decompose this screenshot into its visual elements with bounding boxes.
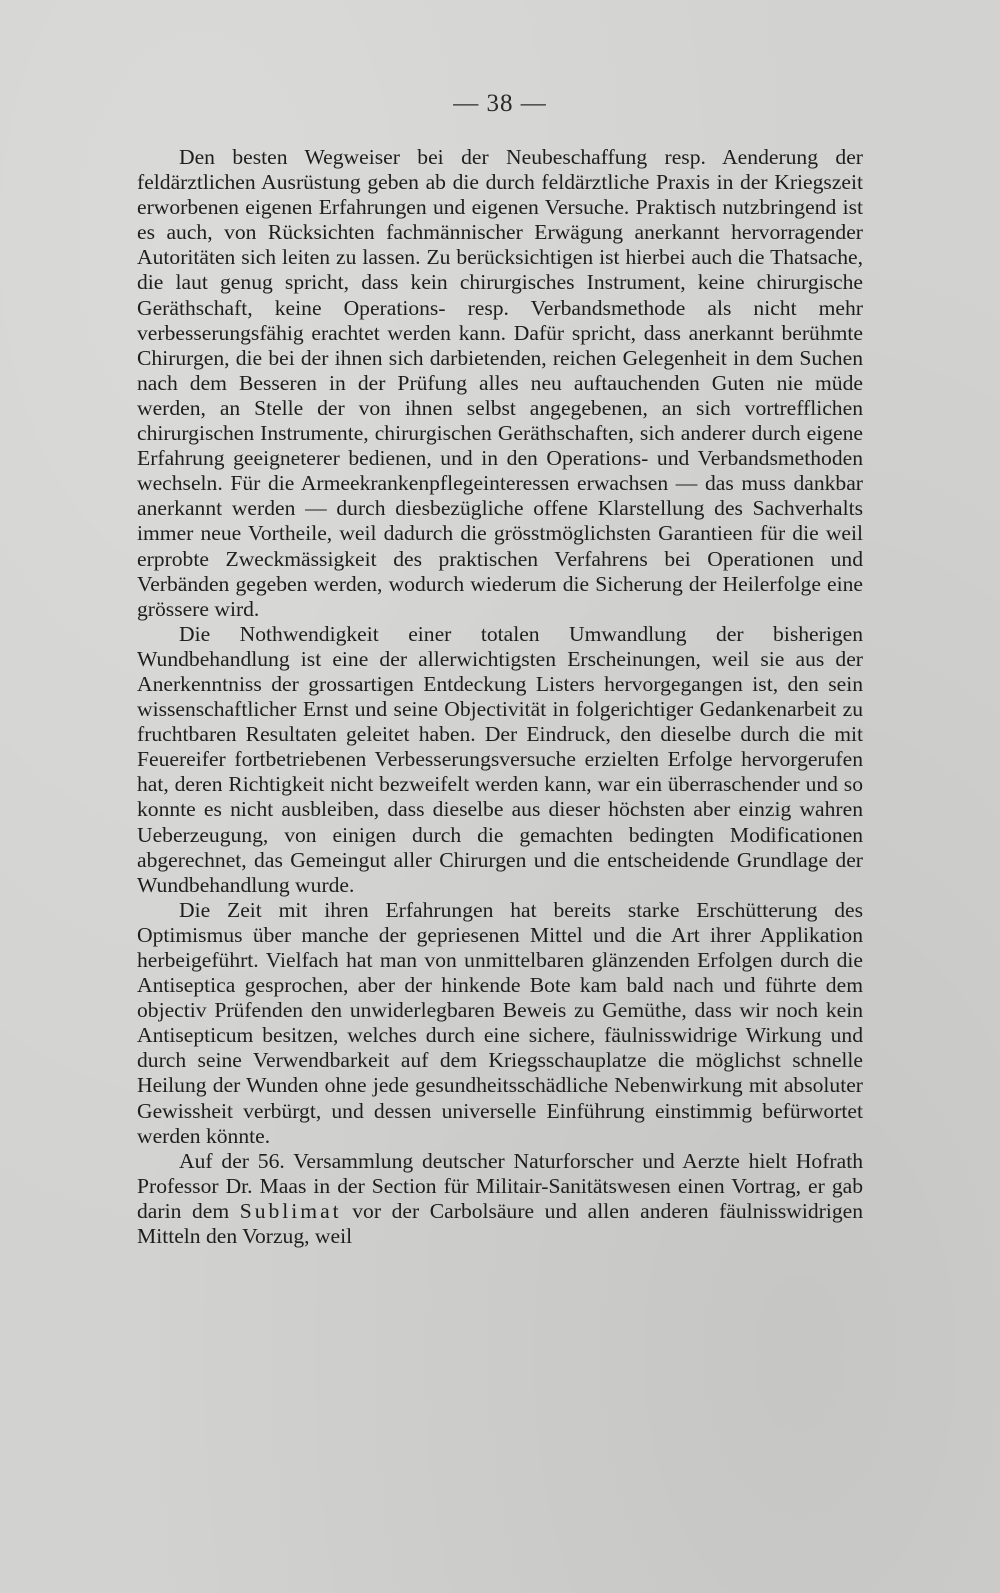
paragraph-3: Die Zeit mit ihren Erfahrungen hat bereits starke Erschütterung des Optimismus über manche der gepriesenen Mittel und die Art ihrer Applikation herbeigeführt. Vielfach hat man von unmittelbaren glänzenden Erfolgen durch die Antiseptica gesprochen, aber der hinkende Bote kam bald nach und führte dem objectiv Prüfenden den unwiderlegbaren Beweis zu Gemüthe, dass wir noch kein Antisepticum besitzen, welches durch eine sichere, fäulnisswidrige Wirkung und durch seine Verwendbarkeit auf dem Kriegsschauplatze die möglichst schnelle Heilung der Wunden ohne jede gesundheitsschädliche Nebenwirkung mit absoluter Gewissheit verbürgt, und dessen universelle Einführung einstimmig befürwortet werden könnte. <box>137 897 863 1148</box>
paragraph-4-end: vor der Carbolsäure und allen anderen fäulnisswidrigen Mitteln den Vorzug, weil <box>137 1198 864 1249</box>
paragraph-4-start: Auf der 56. Versammlung deutscher Naturforscher und Aerzte hielt Hofrath Professor Dr. Maas in der Section für Militair-Sanitätswesen einen Vortrag, er gab darin dem <box>137 1148 863 1223</box>
paragraph-4 <box>137 1149 863 1249</box>
paragraph-2: Die Nothwendigkeit einer totalen Umwandlung der bisherigen Wundbehandlung ist eine der allerwichtigsten Erscheinungen, weil sie aus der Anerkenntniss der grossartigen Entdeckung Listers hervorgegangen ist, den sein wissenschaftlicher Ernst und seine Objectivität in folgerichtiger Gedankenarbeit zu fruchtbaren Resultaten geleitet haben. Der Eindruck, den dieselbe durch die mit Feuereifer fortbetriebenen Verbesserungsversuche erzielten Erfolge hervorgerufen hat, deren Richtigkeit nicht bezweifelt werden kann, war ein überraschender und so konnte es nicht ausbleiben, dass dieselbe aus dieser höchsten aber einzig wahren Ueberzeugung, von einigen durch die gemachten bedingten Modificationen abgerechnet, das Gemeingut aller Chirurgen und die entscheidende Grundlage der Wundbehandlung wurde. <box>137 621 863 897</box>
page-number: — 38 — <box>453 90 547 117</box>
body-text <box>137 145 863 1249</box>
paragraph-1: Den besten Wegweiser bei der Neubeschaffung resp. Aenderung der feldärztlichen Ausrüstung geben ab die durch feldärztliche Praxis in der Kriegszeit erworbenen eigenen Erfahrungen und eigenen Versuche. Praktisch nutzbringend ist es auch, von Rücksichten fachmännischer Erwägung anerkannt hervorragender Autoritäten sich leiten zu lassen. Zu berücksichtigen ist hierbei auch die Thatsache, die laut genug spricht, dass kein chirurgisches Instrument, keine chirurgische Geräthschaft, keine Operations- resp. Verbandsmethode als nicht mehr verbesserungsfähig erachtet werden kann. Dafür spricht, dass anerkannt berühmte Chirurgen, die bei der ihnen sich darbietenden, reichen Gelegenheit in dem Suchen nach dem Besseren in der Prüfung alles neu auftauchenden Guten nie müde werden, an Stelle der von ihnen selbst angegebenen, an sich vortrefflichen chirurgischen Instrumente, chirurgischen Geräthschaften, sich anderer durch eigene Erfahrung geeigneterer bedienen, und in den Operations- und Verbandsmethoden wechseln. Für die Armeekrankenpflegeinteressen erwachsen — das muss dankbar anerkannt werden — durch diesbezügliche offene Klarstellung des Sachverhalts immer neue Vortheile, weil dadurch die grösstmöglichsten Garantieen für die weil erprobte Zweckmässigkeit des praktischen Verfahrens bei Operationen und Verbänden gegeben werden, wodurch wiederum die Sicherung der Heilerfolge eine grössere wird. <box>137 145 863 621</box>
emphasized-word-sublimat: Sublimat <box>239 1198 342 1223</box>
